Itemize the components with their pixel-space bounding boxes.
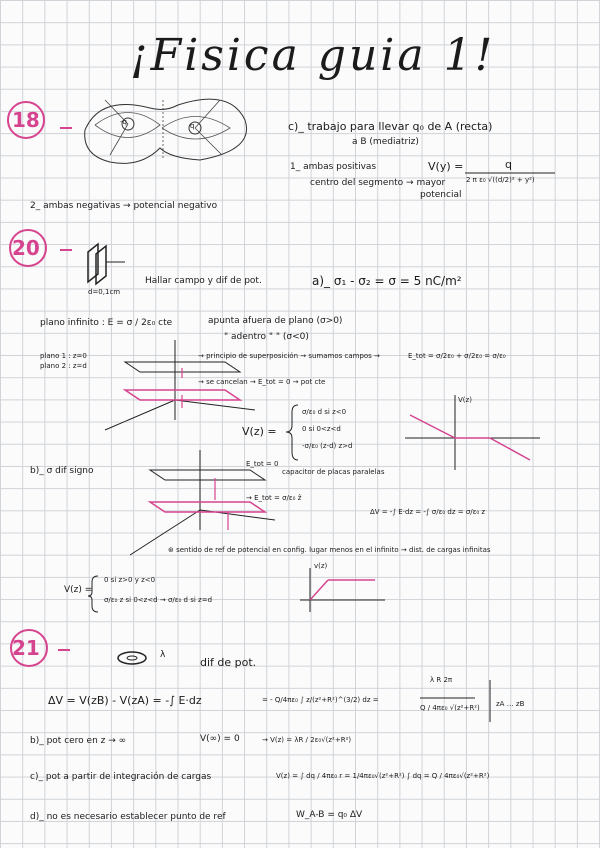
s20-afuera: apunta afuera de plano (σ>0) [208, 316, 343, 326]
s20-plano-inf: plano infinito : E = σ / 2ε₀ cte [40, 318, 173, 328]
s20-vz2-c1: 0 si z>0 y z<0 [104, 576, 156, 584]
s21-dv-result: Q / 4πε₀ √(z²+R²) [420, 704, 480, 712]
s20-cancel: → se cancelan → E_tot = 0 → pot cte [198, 378, 326, 386]
s21-prompt: dif de pot. [200, 656, 257, 669]
s18-formula-den: 2 π ε₀ √((d/2)² + y²) [466, 176, 535, 184]
s21-item-c: c)_ pot a partir de integración de cargas [30, 772, 212, 782]
page-title: ¡Fisica guia 1! [130, 30, 496, 81]
s21-lambda-r: λ R 2π [430, 676, 453, 684]
s20-prompt: Hallar campo y dif de pot. [145, 276, 262, 286]
s20-capacitor: capacitor de placas paralelas [282, 468, 385, 476]
s20-graph2-label: v(z) [314, 562, 328, 570]
s20-item-b: b)_ σ dif signo [30, 466, 94, 476]
s21-lambda: λ [160, 650, 166, 660]
s20-vz-graph-label: V(z) [458, 396, 472, 404]
s20-case3: -σ/ε₀ (z-d) z>d [302, 442, 353, 450]
s20-planos2: plano 2 : z=d [40, 362, 87, 370]
s20-etot-formula: E_tot = σ/2ε₀ + σ/2ε₀ = σ/ε₀ [408, 352, 506, 360]
s20-item-a: a)_ σ₁ - σ₂ = σ = 5 nC/m² [312, 274, 462, 288]
s18-formula-num: q [505, 158, 512, 171]
s18-center: centro del segmento → mayor [310, 178, 446, 188]
s21-item-d: d)_ no es necesario establecer punto de ref [30, 812, 226, 822]
s18-formula-lhs: V(y) = [428, 160, 464, 173]
s18-item-1: 1_ ambas positivas [290, 162, 377, 172]
s20-etot0: E_tot = 0 [246, 460, 279, 468]
problem-number-20: 20 [12, 236, 40, 260]
charge-a-label: -q [120, 118, 127, 126]
s18-item-c: c)_ trabajo para llevar q₀ de A (recta) [288, 120, 493, 133]
s21-item-b-v: V(∞) = 0 [200, 734, 240, 744]
s20-sentido: ⊛ sentido de ref de potencial en config. lugar menos en el infinito → dist. de cargas infinitas [168, 546, 491, 554]
s20-vz2-c2: σ/ε₀ z si 0<z<d → σ/ε₀ d si z=d [104, 596, 213, 604]
s21-item-c-f: V(z) = ∫ dq / 4πε₀ r = 1/4πε₀√(z²+R²) ∫ dq = Q / 4πε₀√(z²+R²) [276, 772, 490, 780]
s18-item-c2: a B (mediatriz) [352, 137, 419, 147]
s20-vz-lhs: V(z) = [242, 425, 277, 438]
s20-superpos: → principio de superposición → sumamos campos → [198, 352, 380, 360]
s20-adentro: " adentro " " (σ<0) [224, 332, 309, 342]
s20-planos: plano 1 : z=0 [40, 352, 87, 360]
s21-limits: zA … zB [496, 700, 525, 708]
s20-vz2-lhs: V(z) = [64, 585, 93, 595]
s20-case1: σ/ε₀ d si z<0 [302, 408, 347, 416]
problem-number-21: 21 [12, 636, 40, 660]
s21-item-b: b)_ pot cero en z → ∞ [30, 736, 127, 746]
s18-item-2: 2_ ambas negativas → potencial negativo [30, 201, 218, 211]
s21-dv-lhs: ΔV = V(zB) - V(zA) = -∫ E·dz [48, 694, 202, 707]
charge-b-label: q [190, 122, 195, 130]
s21-dv-mid: = - Q/4πε₀ ∫ z/(z²+R²)^(3/2) dz = [262, 696, 379, 704]
s18-potencial: potencial [420, 190, 462, 200]
s20-dv-formula: ΔV = -∫ E·dz = -∫ σ/ε₀ dz = σ/ε₀ z [370, 508, 486, 516]
problem-number-18: 18 [12, 108, 40, 132]
s21-item-d-f: W_A-B = q₀ ΔV [296, 810, 363, 820]
s20-etot-b: → E_tot = σ/ε₀ ẑ [246, 494, 302, 502]
s20-d-label: d=0,1cm [88, 288, 121, 296]
s21-item-b-r: → V(z) = λR / 2ε₀√(z²+R²) [262, 736, 352, 744]
s20-case2: 0 si 0<z<d [302, 425, 341, 433]
